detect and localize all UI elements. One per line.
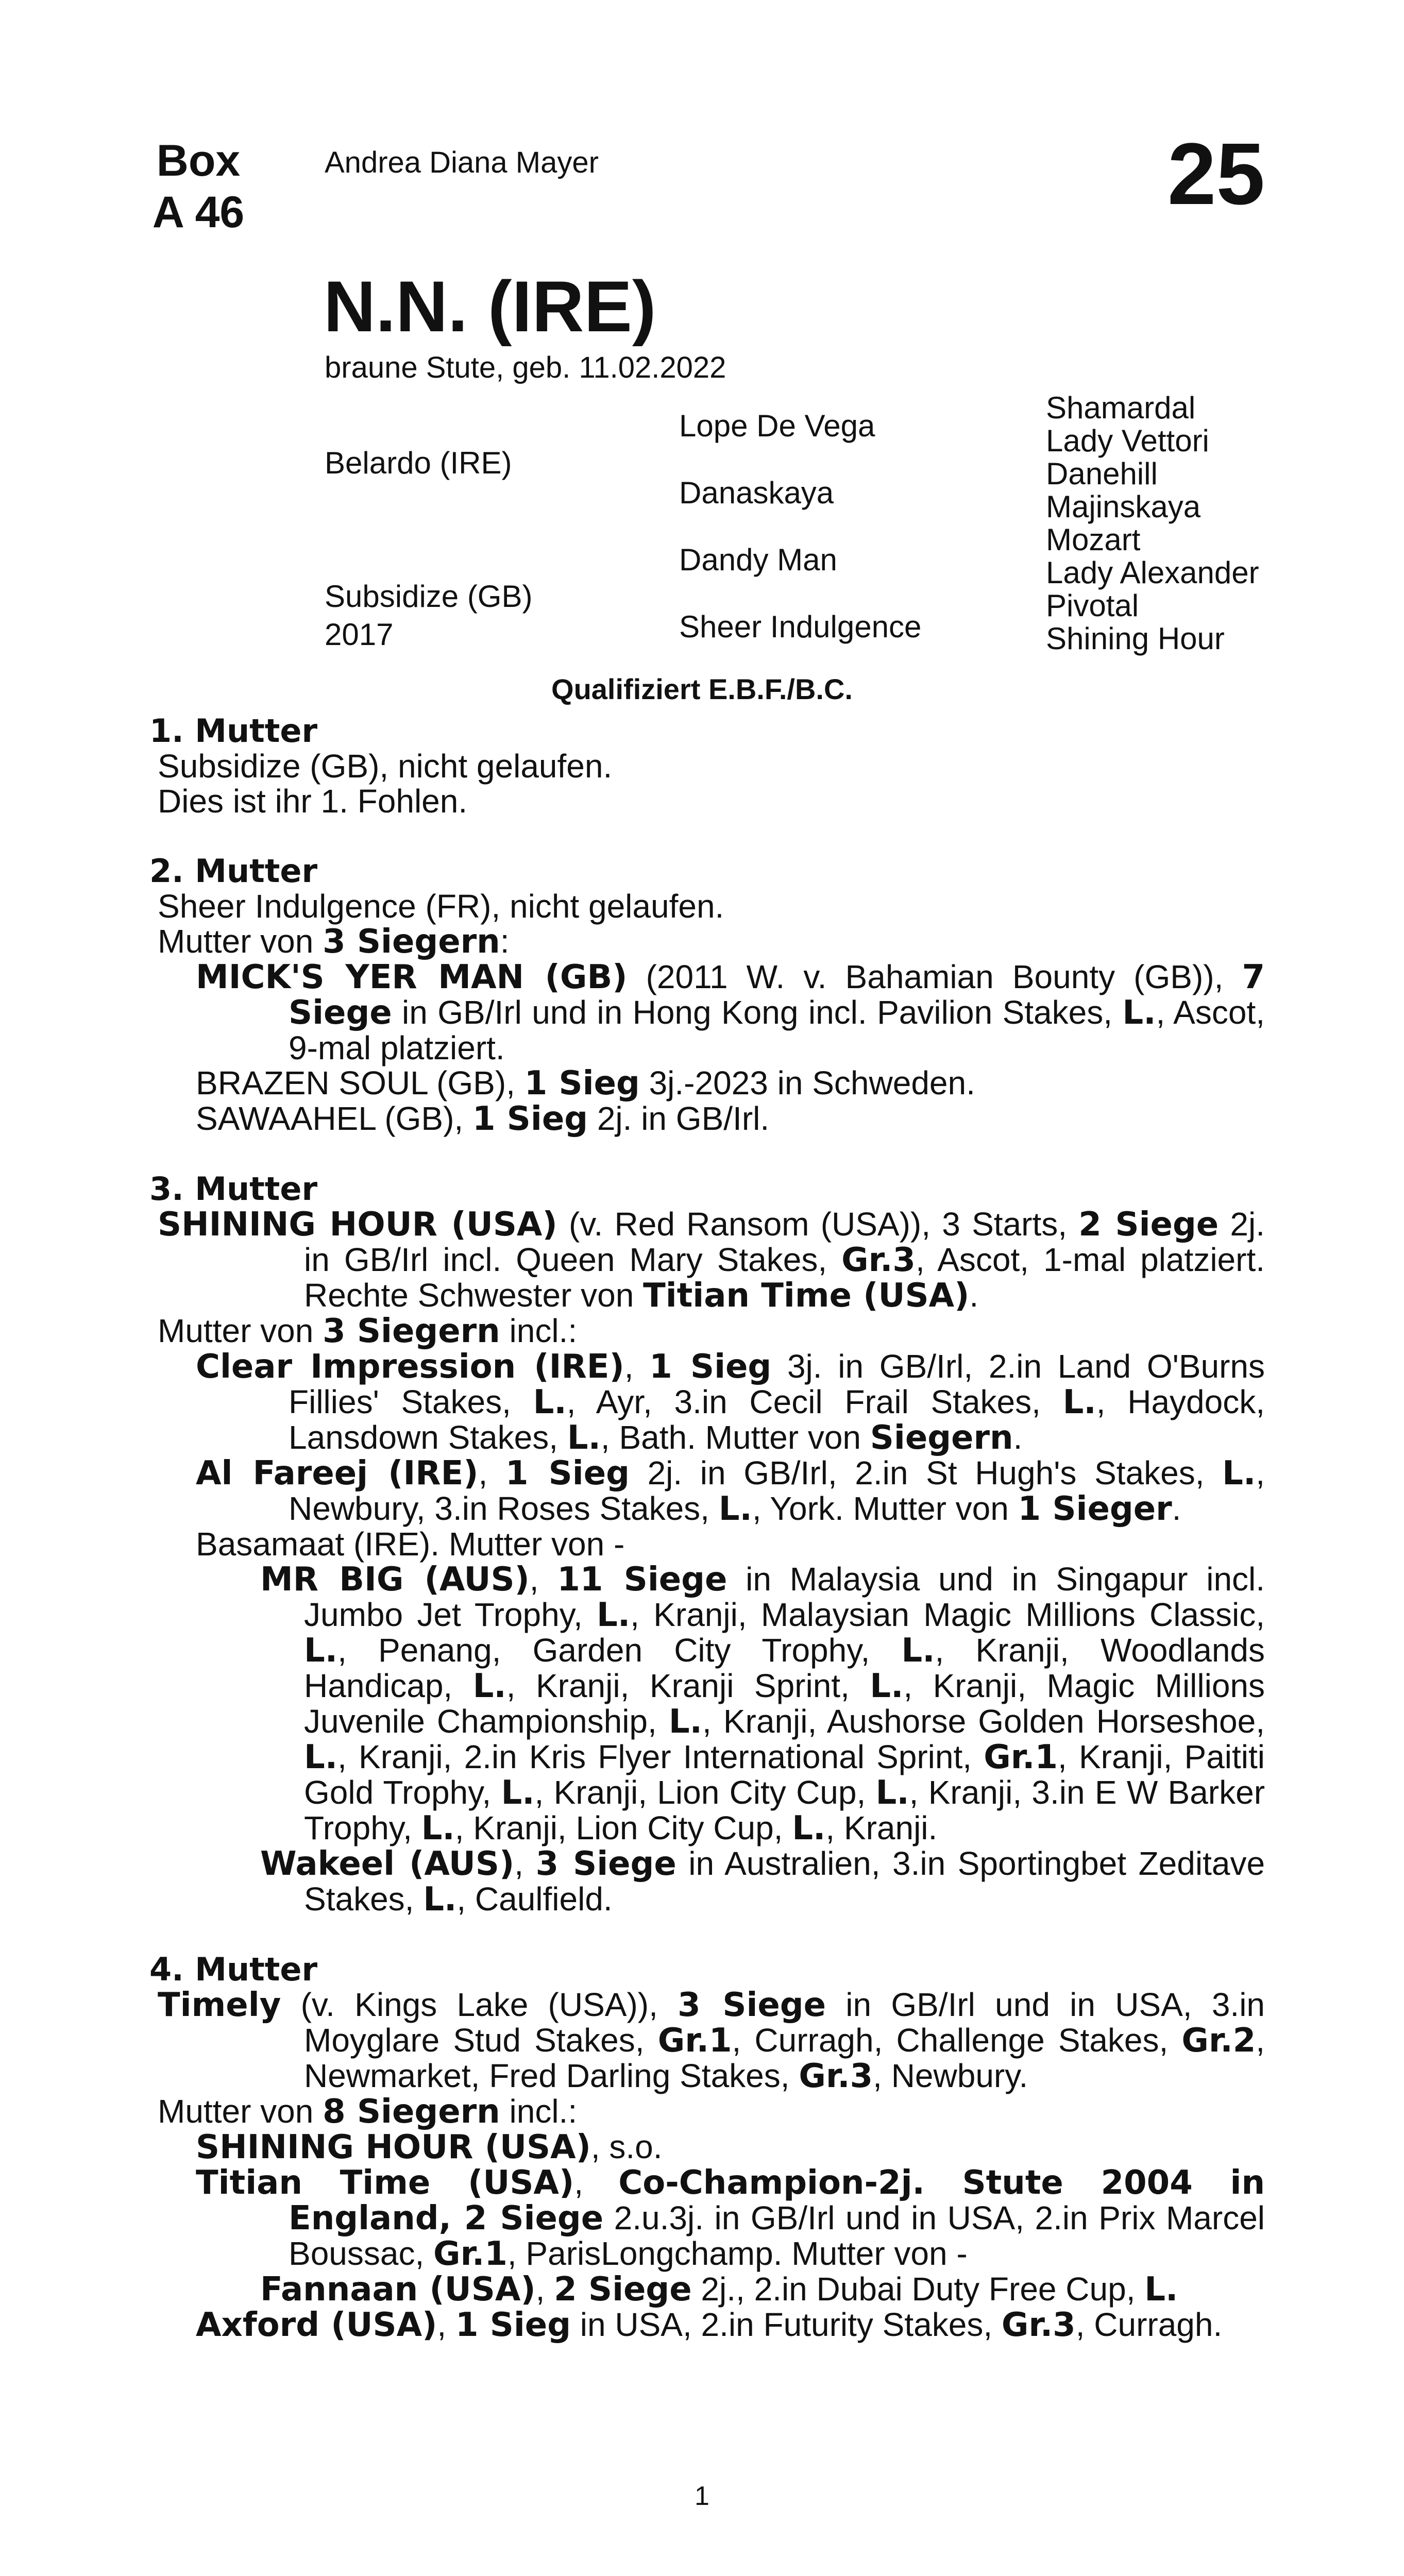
- grand-offspring-entry: Fannaan (USA), 2 Siege 2j., 2.in Dubai Duty Free Cup, L.: [260, 2270, 1178, 2309]
- first-dam-line: Subsidize (GB), nicht gelaufen.: [158, 748, 613, 785]
- fourth-dam-entry: Timely (v. Kings Lake (USA)), 3 Siege in GB/Irl und in USA, 3.in Moyglare Stud Stakes, Gr.1, Curragh, Challenge Stakes, Gr.2, Newmarket, Fred Darling Stakes, Gr.3, Newbury.: [158, 1986, 1265, 2095]
- dam-of-winners: Mutter von 3 Siegern incl.:: [158, 1312, 578, 1350]
- offspring-name: MICK'S YER MAN (GB): [196, 958, 628, 996]
- offspring-entry: BRAZEN SOUL (GB), 1 Sieg 3j.-2023 in Schweden.: [196, 1064, 975, 1103]
- dam-of-winners: Mutter von 3 Siegern:: [158, 923, 510, 961]
- box-label-block: [149, 135, 247, 238]
- pedigree-sire-dam: Danaskaya: [679, 476, 834, 510]
- pedigree-gen3-item: Shamardal: [1046, 391, 1196, 425]
- second-dam-line: Sheer Indulgence (FR), nicht gelaufen.: [158, 888, 724, 925]
- page-number: 1: [695, 2481, 709, 2511]
- box-label: Box: [156, 136, 241, 185]
- offspring-entry: MICK'S YER MAN (GB) (2011 W. v. Bahamian Bounty (GB)), 7 Siege in GB/Irl und in Hong Kong incl. Pavilion Stakes, L., Ascot, 9-mal platziert.: [196, 958, 1265, 1066]
- pedigree-sire: Belardo (IRE): [325, 446, 512, 480]
- offspring-entry: Al Fareej (IRE), 1 Sieg 2j. in GB/Irl, 2.in St Hugh's Stakes, L., Newbury, 3.in Roses Stakes, L., York. Mutter von 1 Sieger.: [196, 1454, 1265, 1528]
- section-title-2nd-dam: 2. Mutter: [149, 852, 318, 890]
- first-dam-note: Dies ist ihr 1. Fohlen.: [158, 783, 468, 820]
- pedigree-gen3-item: Lady Alexander: [1046, 555, 1259, 590]
- offspring-entry: Axford (USA), 1 Sieg in USA, 2.in Futurity Stakes, Gr.3, Curragh.: [196, 2306, 1223, 2344]
- grand-offspring-entry: Wakeel (AUS), 3 Siege in Australien, 3.in Sportingbet Zeditave Stakes, L., Caulfield.: [260, 1845, 1265, 1919]
- third-dam-entry: SHINING HOUR (USA) (v. Red Ransom (USA)), 3 Starts, 2 Siege 2j. in GB/Irl incl. Queen Mary Stakes, Gr.3, Ascot, 1-mal platziert. Rechte Schwester von Titian Time (USA).: [158, 1206, 1265, 1315]
- qualification: Qualifiziert E.B.F./B.C.: [551, 673, 853, 705]
- pedigree-gen3-item: Mozart: [1046, 522, 1141, 557]
- breeder-name: Andrea Diana Mayer: [325, 146, 599, 179]
- dam-of-winners: Mutter von 8 Siegern incl.:: [158, 2093, 578, 2131]
- horse-name: N.N. (IRE): [324, 266, 656, 347]
- pedigree-dam-sire: Dandy Man: [679, 543, 837, 577]
- pedigree-gen3-item: Lady Vettori: [1046, 423, 1209, 458]
- offspring-entry: SHINING HOUR (USA), s.o.: [196, 2128, 663, 2166]
- family-section: [149, 714, 1265, 2343]
- pedigree-gen3-item: Shining Hour: [1046, 621, 1225, 656]
- offspring-entry: Titian Time (USA), Co-Champion-2j. Stute 2004 in England, 2 Siege 2.u.3j. in GB/Irl und in USA, 2.in Prix Marcel Boussac, Gr.1, ParisLongchamp. Mutter von -: [196, 2164, 1265, 2273]
- pedigree-dam-year: 2017: [325, 617, 394, 652]
- section-title-1st-dam: 1. Mutter: [149, 712, 318, 750]
- box-number: A 46: [152, 188, 245, 237]
- offspring-entry: Clear Impression (IRE), 1 Sieg 3j. in GB/Irl, 2.in Land O'Burns Fillies' Stakes, L., Ayr, 3.in Cecil Frail Stakes, L., Haydock, Lansdown Stakes, L., Bath. Mutter von Siegern.: [196, 1348, 1265, 1457]
- pedigree-gen3-item: Danehill: [1046, 456, 1158, 491]
- section-title-4th-dam: 4. Mutter: [149, 1951, 318, 1988]
- pedigree-gen3-item: Majinskaya: [1046, 489, 1201, 524]
- grand-offspring-entry: MR BIG (AUS), 11 Siege in Malaysia und in Singapur incl. Jumbo Jet Trophy, L., Kranji, Malaysian Magic Millions Classic, L., Penang, Garden City Trophy, L., Kranji, Woodlands Handicap, L., Kranji, Kranji Sprint, L., Kranji, Magic Millions Juvenile Championship, L., Kranji, Aushorse Golden Horseshoe, L., Kranji, 2.in Kris Flyer International Sprint, Gr.1, Kranji, Paititi Gold Trophy, L., Kranji, Lion City Cup, L., Kranji, 3.in E W Barker Trophy, L., Kranji, Lion City Cup, L., Kranji.: [260, 1561, 1265, 1848]
- offspring-entry: SAWAAHEL (GB), 1 Sieg 2j. in GB/Irl.: [196, 1100, 770, 1138]
- section-title-3rd-dam: 3. Mutter: [149, 1170, 318, 1208]
- pedigree-gen3: [1046, 392, 1259, 655]
- pedigree-sire-sire: Lope De Vega: [679, 409, 875, 443]
- offspring-entry: Basamaat (IRE). Mutter von -: [196, 1526, 625, 1563]
- horse-description: braune Stute, geb. 11.02.2022: [325, 351, 726, 384]
- pedigree-dam-dam: Sheer Indulgence: [679, 609, 922, 644]
- pedigree-dam: Subsidize (GB): [325, 579, 533, 614]
- lot-number: 25: [1167, 125, 1265, 223]
- pedigree-gen3-item: Pivotal: [1046, 588, 1139, 623]
